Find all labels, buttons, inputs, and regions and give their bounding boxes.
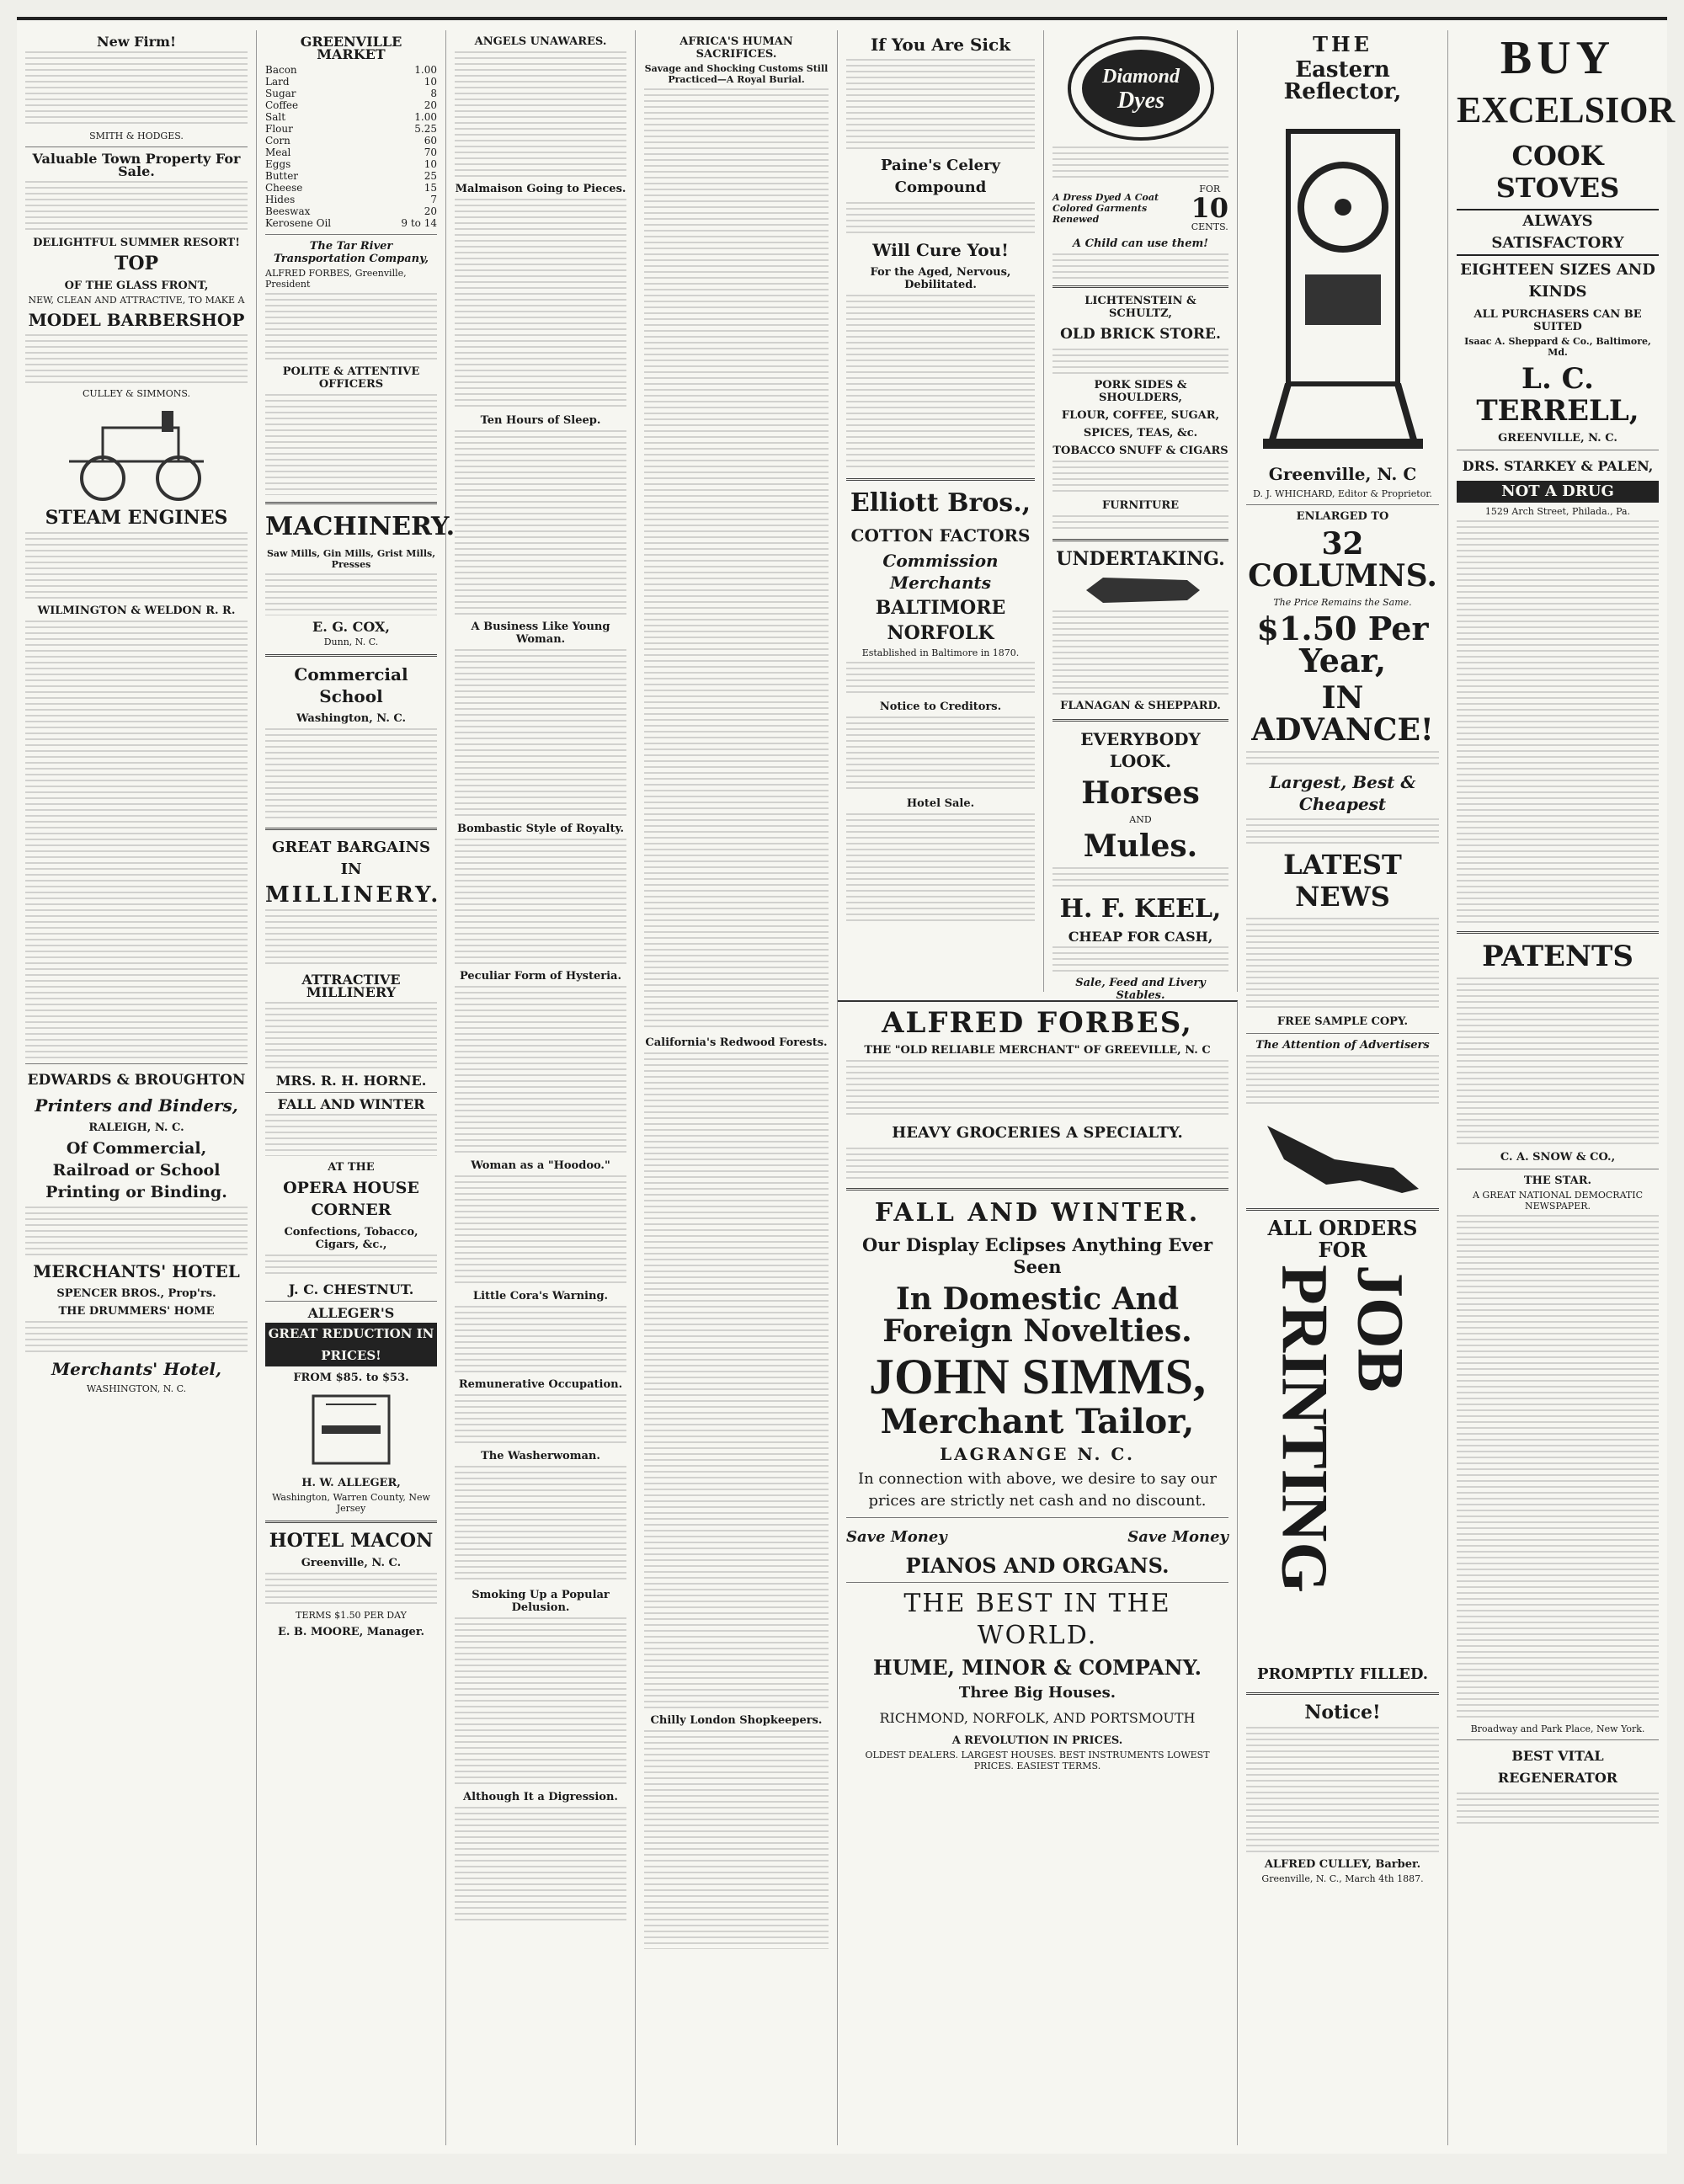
machinery-heading: MACHINERY. xyxy=(265,512,456,541)
text-block xyxy=(846,202,1035,236)
market-price: 7 xyxy=(430,194,437,205)
hotel-terms: TERMS $1.50 PER DAY xyxy=(296,1610,407,1621)
sale-feed-livery: Sale, Feed and Livery Stables. xyxy=(1075,977,1206,1002)
moore-manager: E. B. MOORE, Manager. xyxy=(277,1626,425,1638)
market-item: Sugar xyxy=(265,88,296,99)
drs-starkey: DRS. STARKEY & PALEN, xyxy=(1462,458,1654,474)
column-8 xyxy=(1448,30,1676,2145)
text-block xyxy=(265,909,437,968)
market-price: 10 xyxy=(424,76,437,88)
text-block xyxy=(1246,818,1439,844)
baltimore: BALTIMORE xyxy=(875,597,1006,619)
column-3 xyxy=(446,30,636,2145)
fall-and-winter: FALL AND WINTER xyxy=(277,1096,425,1112)
thirty-two-columns: 32 COLUMNS. xyxy=(1248,526,1437,594)
save-money-left: Save Money xyxy=(846,1528,947,1546)
oldest-dealers: OLDEST DEALERS. LARGEST HOUSES. BEST INSTRUMENTS LOWEST PRICES. EASIEST TERMS. xyxy=(865,1750,1210,1771)
woman-hoodoo: Woman as a "Hoodoo." xyxy=(471,1159,610,1172)
save-money-right: Save Money xyxy=(1127,1528,1228,1546)
whichard: D. J. WHICHARD, Editor & Proprietor. xyxy=(1253,488,1432,499)
hume-minor: HUME, MINOR & COMPANY. xyxy=(873,1655,1202,1680)
column-5 xyxy=(838,30,1044,992)
polite-officers: POLITE & ATTENTIVE OFFICERS xyxy=(282,365,420,391)
dyes-text: Dyes xyxy=(1116,88,1164,114)
the-star: THE STAR. xyxy=(1523,1175,1592,1187)
text-block xyxy=(1457,977,1659,1146)
text-block xyxy=(25,181,248,232)
diamond-text: Diamond xyxy=(1101,66,1180,88)
washerwoman: The Washerwoman. xyxy=(481,1450,600,1462)
alfred-forbes: ALFRED FORBES, xyxy=(882,1006,1193,1040)
text-block xyxy=(644,1730,829,1949)
lagrange: LAGRANGE N. C. xyxy=(940,1444,1135,1464)
text-block xyxy=(265,1002,437,1069)
market-price: 9 to 14 xyxy=(401,217,437,229)
manufactured-by: Isaac A. Sheppard & Co., Baltimore, Md. xyxy=(1464,336,1651,358)
market-item: Flour xyxy=(265,123,293,135)
pork-sides: PORK SIDES & SHOULDERS, xyxy=(1094,379,1187,404)
democratic-newspaper: A GREAT NATIONAL DEMOCRATIC NEWSPAPER. xyxy=(1472,1190,1644,1212)
eastern-reflector: Eastern Reflector, xyxy=(1283,57,1402,104)
ten: 10 xyxy=(1191,192,1228,224)
column-7 xyxy=(1238,30,1448,2145)
text-block xyxy=(455,1394,626,1445)
promptly-filled: PROMPTLY FILLED. xyxy=(1256,1665,1429,1683)
text-block xyxy=(1052,461,1228,494)
market-row xyxy=(265,99,437,111)
pointing-hand-illustration xyxy=(1259,1109,1427,1201)
patents: PATENTS xyxy=(1482,940,1633,973)
revolution: A REVOLUTION IN PRICES. xyxy=(951,1734,1123,1747)
washington: WASHINGTON, N. C. xyxy=(86,1383,187,1394)
business-woman: A Business Like Young Woman. xyxy=(471,621,610,646)
text-block xyxy=(1457,1215,1659,1720)
text-block xyxy=(25,51,248,127)
opera-house-corner: OPERA HOUSE CORNER xyxy=(283,1179,419,1219)
notice-creditors: Notice to Creditors. xyxy=(879,700,1002,713)
market-row xyxy=(265,158,437,170)
cheap-for-cash: CHEAP FOR CASH, xyxy=(1068,929,1213,945)
elliott-bros: Elliott Bros., xyxy=(850,488,1031,518)
market-price: 1.00 xyxy=(414,64,437,76)
market-row xyxy=(265,123,437,135)
market-item: Beeswax xyxy=(265,205,311,217)
text-block xyxy=(846,662,1035,695)
machinery-sub: Saw Mills, Gin Mills, Grist Mills, Presses xyxy=(266,548,436,570)
coffin-illustration xyxy=(1078,573,1204,607)
three-big-houses: Three Big Houses. xyxy=(958,1684,1116,1702)
text-block xyxy=(1246,751,1439,768)
market-row xyxy=(265,76,437,88)
market-price: 60 xyxy=(424,135,437,146)
digression: Although It a Digression. xyxy=(463,1791,618,1803)
and-label: AND xyxy=(1129,814,1152,825)
model-barbershop: MODEL BARBERSHOP xyxy=(28,310,245,330)
text-block xyxy=(455,1306,626,1373)
malmaison: Malmaison Going to Pieces. xyxy=(455,183,626,195)
child-can-use: A Child can use them! xyxy=(1073,237,1208,250)
horne: MRS. R. H. HORNE. xyxy=(275,1073,427,1089)
hotel-sale: Hotel Sale. xyxy=(906,797,975,810)
column-2 xyxy=(257,30,456,2145)
market-price: 70 xyxy=(424,146,437,158)
spencer-bros: SPENCER BROS., Prop'rs. xyxy=(56,1287,216,1300)
market-price: 5.25 xyxy=(414,123,437,135)
culley-date: Greenville, N. C., March 4th 1887. xyxy=(1261,1873,1424,1884)
old-brick-store: OLD BRICK STORE. xyxy=(1060,326,1221,343)
terrell-greenville: GREENVILLE, N. C. xyxy=(1498,432,1617,445)
glass-front: OF THE GLASS FRONT, xyxy=(64,280,209,292)
text-block xyxy=(25,334,248,385)
lc-terrell: L. C. TERRELL, xyxy=(1476,362,1639,428)
popular-delusion: Smoking Up a Popular Delusion. xyxy=(472,1589,610,1614)
largest-best: Largest, Best & Cheapest xyxy=(1269,772,1416,814)
chestnut: J. C. CHESTNUT. xyxy=(288,1281,414,1297)
barber-text: NEW, CLEAN AND ATTRACTIVE, TO MAKE A xyxy=(28,295,245,306)
text-block xyxy=(644,1052,829,1709)
job-printing-wrapper xyxy=(1246,1265,1439,1660)
cotton-factors: COTTON FACTORS xyxy=(850,525,1031,546)
display-eclipses: Our Display Eclipses Anything Ever Seen xyxy=(861,1234,1213,1277)
market-price: 25 xyxy=(424,170,437,182)
notice: Notice! xyxy=(1304,1702,1381,1723)
text-block xyxy=(265,1254,437,1278)
text-block xyxy=(846,1060,1228,1119)
text-block xyxy=(846,813,1035,923)
text-block xyxy=(265,1114,437,1156)
text-block xyxy=(846,59,1035,152)
flanagan-sheppard: FLANAGAN & SHEPPARD. xyxy=(1060,700,1221,712)
market-item: Cheese xyxy=(265,182,303,194)
dunn: Dunn, N. C. xyxy=(323,637,379,647)
bombastic-royalty: Bombastic Style of Royalty. xyxy=(456,823,625,835)
column-1 xyxy=(17,30,257,2145)
alleger-name: H. W. ALLEGER, xyxy=(301,1477,401,1489)
text-block xyxy=(1457,1792,1659,1826)
not-a-drug: NOT A DRUG xyxy=(1457,481,1659,503)
text-block xyxy=(455,1175,626,1285)
enlarged-to: ENLARGED TO xyxy=(1296,510,1389,523)
market-row xyxy=(265,88,437,99)
top-heading: TOP xyxy=(114,253,159,274)
text-block xyxy=(25,1321,248,1355)
africa-sub: Savage and Shocking Customs Still Practiced—A Royal Burial. xyxy=(644,63,829,85)
organ-illustration xyxy=(301,1388,402,1472)
market-item: Corn xyxy=(265,135,290,146)
timetable-block xyxy=(25,621,248,1058)
norfolk: NORFOLK xyxy=(887,622,994,644)
vital-regenerator: BEST VITAL REGENERATOR xyxy=(1497,1748,1618,1786)
millinery: MILLINERY. xyxy=(265,882,441,908)
great-reduction: GREAT REDUCTION IN PRICES! xyxy=(265,1323,437,1366)
market-item: Bacon xyxy=(265,64,297,76)
africa-heading: AFRICA'S HUMAN SACRIFICES. xyxy=(679,35,793,61)
furniture: FURNITURE xyxy=(1101,499,1180,512)
market-price: 1.00 xyxy=(414,111,437,123)
raleigh: RALEIGH, N. C. xyxy=(88,1121,184,1134)
text-block xyxy=(455,1466,626,1584)
text-block xyxy=(1052,515,1228,532)
text-block xyxy=(1052,610,1228,695)
text-block xyxy=(455,430,626,615)
washington-nc: Washington, N. C. xyxy=(296,712,407,725)
text-block xyxy=(846,1148,1228,1181)
domestic-foreign: In Domestic And Foreign Novelties. xyxy=(882,1281,1192,1349)
resort-heading: DELIGHTFUL SUMMER RESORT! xyxy=(33,237,240,249)
commission-merchants: Commission Merchants xyxy=(882,551,999,593)
text-block xyxy=(1457,520,1659,924)
text-block xyxy=(846,295,1035,471)
horses: Horses xyxy=(1081,775,1200,811)
wilmington-heading: WILMINGTON & WELDON R. R. xyxy=(37,605,236,617)
text-block xyxy=(1246,1727,1439,1853)
ten-hours-sleep: Ten Hours of Sleep. xyxy=(480,414,601,427)
text-block xyxy=(1052,946,1228,972)
market-item: Kerosene Oil xyxy=(265,217,332,229)
market-item: Butter xyxy=(265,170,299,182)
latest-news: LATEST NEWS xyxy=(1283,849,1402,913)
starkey-address: 1529 Arch Street, Philada., Pa. xyxy=(1484,506,1631,517)
tar-river-heading: The Tar River Transportation Company, xyxy=(274,240,429,265)
hf-keel: H. F. KEEL, xyxy=(1059,894,1222,924)
dyes-price-box xyxy=(1052,184,1228,232)
little-cora: Little Cora's Warning. xyxy=(472,1290,609,1302)
star-address: Broadway and Park Place, New York. xyxy=(1470,1723,1645,1734)
market-item: Hides xyxy=(265,194,296,205)
market-row xyxy=(265,170,437,182)
for-label: FOR xyxy=(1199,184,1221,194)
cities: RICHMOND, NORFOLK, AND PORTSMOUTH xyxy=(879,1710,1196,1726)
smith-hodges: SMITH & HODGES. xyxy=(89,131,184,141)
excelsior: EXCELSIOR xyxy=(1457,89,1676,131)
text-block xyxy=(265,293,437,360)
snow-co: C. A. SNOW & CO., xyxy=(1500,1151,1616,1164)
hotel-greenville: Greenville, N. C. xyxy=(301,1557,402,1569)
text-block xyxy=(25,532,248,599)
market-item: Meal xyxy=(265,146,291,158)
old-reliable: THE "OLD RELIABLE MERCHANT" OF GREEVILLE, N. C xyxy=(864,1044,1211,1057)
price-10-cents xyxy=(1191,184,1228,232)
printing-press-illustration xyxy=(1255,106,1431,460)
everybody-look: EVERYBODY LOOK. xyxy=(1080,729,1201,771)
alfred-forbes-line: ALFRED FORBES, Greenville, President xyxy=(265,268,407,290)
london-heading: Chilly London Shopkeepers. xyxy=(650,1714,823,1727)
newspaper-page xyxy=(17,17,1676,2154)
wide-ad-block xyxy=(838,1000,1238,2145)
market-price: 10 xyxy=(424,158,437,170)
market-item: Lard xyxy=(265,76,290,88)
market-row xyxy=(265,205,437,217)
eighteen-sizes: EIGHTEEN SIZES AND KINDS xyxy=(1460,261,1655,301)
alfred-culley: ALFRED CULLEY, Barber. xyxy=(1264,1858,1421,1871)
market-row xyxy=(265,194,437,205)
text-block xyxy=(455,986,626,1154)
market-row xyxy=(265,146,437,158)
text-block xyxy=(1052,146,1228,180)
heavy-groceries: HEAVY GROCERIES A SPECIALTY. xyxy=(892,1124,1183,1142)
always-satisfactory: ALWAYS SATISFACTORY xyxy=(1457,209,1659,256)
text-block xyxy=(455,1617,626,1786)
mules: Mules. xyxy=(1083,828,1198,864)
best-in-world: THE BEST IN THE WORLD. xyxy=(903,1589,1171,1650)
text-block xyxy=(265,394,437,495)
text-block xyxy=(455,1807,626,1925)
poem-block xyxy=(455,51,626,178)
diamond-dyes-logo xyxy=(1065,34,1217,143)
steam-engines: STEAM ENGINES xyxy=(45,507,228,529)
drummers-home: THE DRUMMERS' HOME xyxy=(58,1305,215,1318)
all-purchasers: ALL PURCHASERS CAN BE SUITED xyxy=(1474,308,1642,333)
column-4 xyxy=(636,30,838,2145)
steam-engine-illustration xyxy=(52,402,221,503)
alleger-address: Washington, Warren County, New Jersey xyxy=(272,1492,430,1514)
cents-label: CENTS. xyxy=(1191,221,1228,232)
confections: Confections, Tobacco, Cigars, &c., xyxy=(284,1226,418,1251)
text-block xyxy=(455,199,626,409)
lichtenstein-schultz: LICHTENSTEIN & SCHULTZ, xyxy=(1084,295,1196,320)
greenville-market-heading: GREENVILLE MARKET xyxy=(300,34,402,62)
market-price: 8 xyxy=(430,88,437,99)
merchants-hotel: MERCHANTS' HOTEL xyxy=(33,1261,240,1281)
undertaking: UNDERTAKING. xyxy=(1056,548,1225,570)
text-block xyxy=(455,649,626,818)
if-you-are-sick: If You Are Sick xyxy=(870,35,1011,55)
market-item: Coffee xyxy=(265,99,299,111)
connection-text: In connection with above, we desire to say our prices are strictly net cash and no discount. xyxy=(857,1470,1218,1510)
from-price: FROM $85. to $53. xyxy=(293,1372,409,1384)
flour-coffee: FLOUR, COFFEE, SUGAR, xyxy=(1061,409,1220,422)
save-money-row xyxy=(846,1523,1228,1552)
text-block xyxy=(265,1573,437,1606)
market-row xyxy=(265,111,437,123)
new-firm-heading: New Firm! xyxy=(97,34,176,50)
job-printing: JOB PRINTING xyxy=(1268,1265,1418,1594)
market-price: 15 xyxy=(424,182,437,194)
hysteria: Peculiar Form of Hysteria. xyxy=(459,970,622,983)
cox: E. G. COX, xyxy=(312,619,390,635)
john-simms: JOHN SIMMS, xyxy=(868,1349,1207,1404)
commercial-printing: Of Commercial, Railroad or School Printing or Binding. xyxy=(45,1139,227,1201)
text-block xyxy=(644,88,829,1031)
text-block xyxy=(265,573,437,615)
free-sample: FREE SAMPLE COPY. xyxy=(1276,1015,1409,1028)
cook-stoves: COOK STOVES xyxy=(1495,140,1620,204)
pianos-organs: PIANOS AND ORGANS. xyxy=(905,1553,1170,1578)
printers-binders: Printers and Binders, xyxy=(35,1095,238,1116)
market-row xyxy=(265,135,437,146)
remunerative: Remunerative Occupation. xyxy=(458,1378,623,1391)
paines-celery: Paine's Celery Compound xyxy=(880,157,1000,196)
market-price: 20 xyxy=(424,99,437,111)
edwards-broughton: EDWARDS & BROUGHTON xyxy=(27,1072,246,1089)
price-per-year: $1.50 Per Year, xyxy=(1256,610,1429,679)
price-same: The Price Remains the Same. xyxy=(1273,597,1412,608)
established: Established in Baltimore in 1870. xyxy=(861,647,1020,658)
commercial-school: Commercial School xyxy=(294,664,408,706)
for-the-aged: For the Aged, Nervous, Debilitated. xyxy=(870,266,1011,291)
market-row xyxy=(265,217,437,229)
allegers: ALLEGER'S xyxy=(307,1305,395,1321)
redwood-heading: California's Redwood Forests. xyxy=(645,1036,828,1049)
hotel-macon: HOTEL MACON xyxy=(269,1530,434,1552)
market-item: Salt xyxy=(265,111,286,123)
text-block xyxy=(25,1207,248,1257)
spices-teas: SPICES, TEAS, &c. xyxy=(1083,427,1198,439)
attention-advertisers: The Attention of Advertisers xyxy=(1255,1039,1430,1052)
great-bargains: GREAT BARGAINS IN xyxy=(271,839,431,878)
angels-unawares: ANGELS UNAWARES. xyxy=(474,35,607,48)
dress-dyed: A Dress Dyed A Coat Colored Garments Renewed xyxy=(1052,191,1159,225)
column-6 xyxy=(1044,30,1238,1002)
fall-and-winter-big: FALL AND WINTER. xyxy=(874,1198,1201,1228)
market-row xyxy=(265,64,437,76)
the-label: THE xyxy=(1313,32,1372,56)
text-block xyxy=(1052,349,1228,374)
will-cure: Will Cure You! xyxy=(872,240,1009,260)
culley-simmons: CULLEY & SIMMONS. xyxy=(82,388,191,399)
text-block xyxy=(455,839,626,965)
merchants-hotel-2: Merchants' Hotel, xyxy=(51,1359,221,1379)
text-block xyxy=(1246,918,1439,1010)
market-row xyxy=(265,182,437,194)
text-block xyxy=(1052,867,1228,888)
in-advance: IN ADVANCE! xyxy=(1251,680,1434,748)
text-block xyxy=(846,716,1035,792)
tobacco-snuff: TOBACCO SNUFF & CIGARS xyxy=(1052,445,1228,457)
text-block xyxy=(1246,1055,1439,1105)
market-price: 20 xyxy=(424,205,437,217)
reflector-greenville: Greenville, N. C xyxy=(1268,464,1417,484)
all-orders-for: ALL ORDERS FOR xyxy=(1267,1216,1418,1262)
text-block xyxy=(265,728,437,821)
attractive-millinery: ATTRACTIVE MILLINERY xyxy=(301,972,401,1000)
buy: BUY xyxy=(1500,32,1616,84)
market-item: Eggs xyxy=(265,158,291,170)
at-the: AT THE xyxy=(328,1161,375,1174)
market-table xyxy=(265,64,437,229)
valuable-property-heading: Valuable Town Property For Sale. xyxy=(32,151,241,179)
text-block xyxy=(1052,253,1228,279)
merchant-tailor: Merchant Tailor, xyxy=(880,1402,1195,1441)
